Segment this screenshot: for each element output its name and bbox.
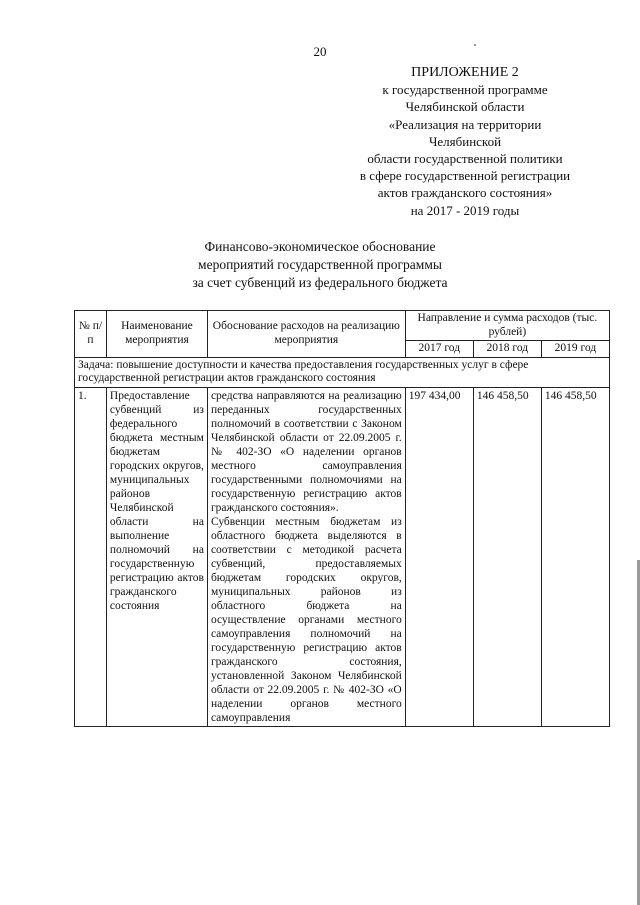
appendix-line: актов гражданского состояния»: [377, 185, 553, 201]
appendix-line: в сфере государственной регистрации: [359, 168, 571, 184]
task-row: Задача: повышение доступности и качества предоставления государственных услуг в сфере государственной регистрации актов гражданского состояния: [75, 357, 610, 387]
header-basis: Обоснование расходов на реализацию мероприятия: [207, 311, 405, 358]
heading-line: Финансово-экономическое обоснование: [204, 239, 436, 254]
row-basis: [207, 387, 405, 726]
row-number: 1.: [75, 387, 107, 726]
header-num: № п/п: [75, 311, 107, 358]
basis-paragraph: Субвенции местным бюджетам из областного бюджета выделяются в соответствии с методикой расчета субвенций, предоставляемых бюджетам городских округов, муниципальных районов из областного бюджета на осуществление органами местного самоуправления полномочий на государственную регистрацию актов гражданского состояния, установленной Законом Челябинской области от 22.09.2005 г. № 402-ЗО «О наделении органов местного самоуправления: [210, 515, 402, 724]
appendix-line: Челябинской: [428, 133, 502, 149]
appendix-line: области государственной политики: [367, 151, 563, 167]
table-row: [75, 387, 610, 726]
document-heading: [0, 238, 640, 292]
header-name: Наименование мероприятия: [106, 311, 207, 358]
appendix-title: ПРИЛОЖЕНИЕ 2: [411, 65, 519, 80]
header-expenses: Направление и сумма расходов (тыс. рублей): [405, 311, 609, 341]
amount-2019: 146 458,50: [541, 387, 609, 726]
appendix-line: на 2017 - 2019 годы: [410, 202, 520, 218]
header-year-2017: 2017 год: [405, 341, 473, 358]
page-number: 20: [313, 44, 327, 59]
appendix-line: «Реализация на территории: [388, 116, 542, 132]
amount-2018: 146 458,50: [473, 387, 541, 726]
amount-2017: 197 434,00: [405, 387, 473, 726]
financial-table: [74, 310, 610, 727]
row-activity-name: Предоставление субвенций из федерального бюджета местным бюджетам городских округов, муниципальных районов Челябинской области на выполнение полномочий на государственную регистрацию актов гражданского состояния: [106, 387, 207, 726]
basis-paragraph: средства направляются на реализацию переданных государственных полномочий в соответствии с Законом Челябинской области от 22.09.2005 г. № 402-ЗО «О наделении органов местного самоуправления государственными полномочиями на государственную регистрацию актов гражданского состояния».: [210, 389, 402, 514]
header-year-2018: 2018 год: [473, 341, 541, 358]
appendix-block: [300, 64, 630, 219]
heading-line: мероприятий государственной программы: [198, 257, 442, 272]
header-year-2019: 2019 год: [541, 341, 609, 358]
appendix-line: к государственной программе: [382, 82, 548, 98]
heading-line: за счет субвенций из федерального бюджета: [192, 275, 448, 290]
appendix-line: Челябинской области: [405, 99, 525, 115]
